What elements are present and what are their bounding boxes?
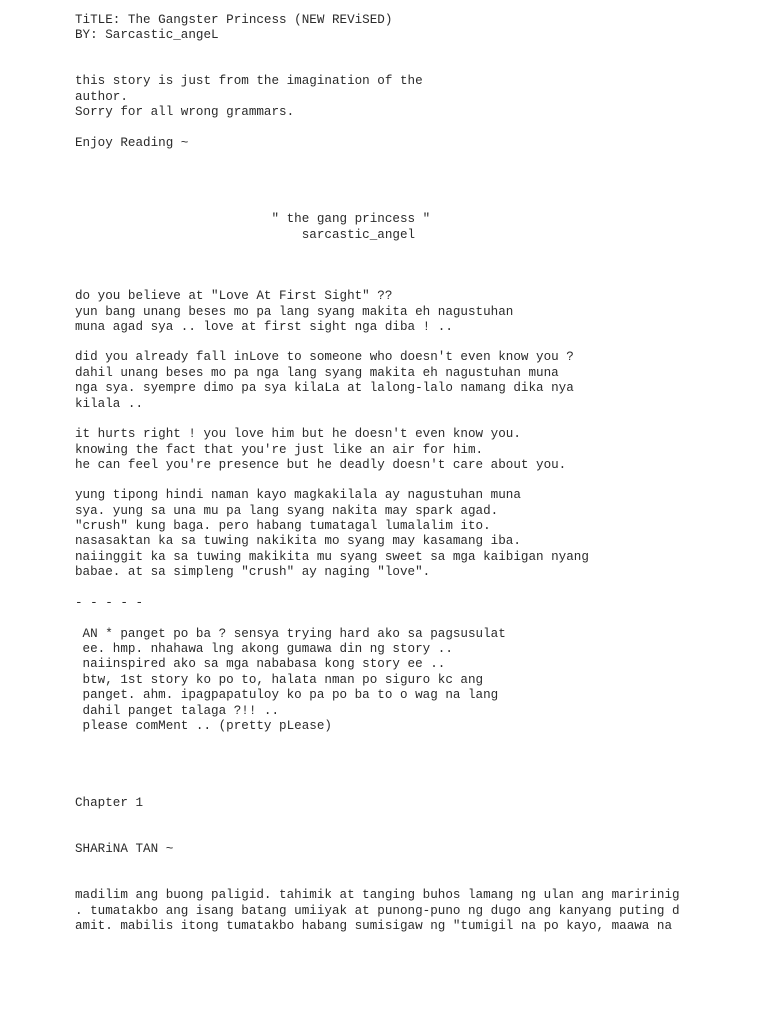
prologue-line: it hurts right ! you love him but he doesn't even know you. xyxy=(75,427,521,441)
author-note-line: AN * panget po ba ? sensya trying hard ako sa pagsusulat xyxy=(75,627,506,641)
chapter-text-line: amit. mabilis itong tumatakbo habang sumisigaw ng "tumigil na po kayo, maawa na xyxy=(75,919,673,933)
prologue-line: do you believe at "Love At First Sight" ?? xyxy=(75,289,393,303)
prologue-line: naiinggit ka sa tuwing makikita mu syang sweet sa mga kaibigan nyang xyxy=(75,550,589,564)
prologue-line: kilala .. xyxy=(75,397,144,411)
author-note-line: btw, 1st story ko po to, halata nman po siguro kc ang xyxy=(75,673,484,687)
prologue-line: did you already fall inLove to someone who doesn't even know you ? xyxy=(75,350,574,364)
story-title: TiTLE: The Gangster Princess (NEW REViSED) xyxy=(75,13,393,27)
centered-story-title: " the gang princess " xyxy=(75,212,431,226)
prologue-line: "crush" kung baga. pero habang tumatagal lumalalim ito. xyxy=(75,519,491,533)
author-note-line: please comMent .. (pretty pLease) xyxy=(75,719,332,733)
pov-heading: SHARiNA TAN ~ xyxy=(75,842,174,856)
disclaimer-line: author. xyxy=(75,90,128,104)
author-note-line: dahil panget talaga ?!! .. xyxy=(75,704,280,718)
prologue-line: nasasaktan ka sa tuwing nakikita mo syang may kasamang iba. xyxy=(75,534,521,548)
chapter-text-line: madilim ang buong paligid. tahimik at tanging buhos lamang ng ulan ang maririnig xyxy=(75,888,680,902)
disclaimer-line: this story is just from the imagination of the xyxy=(75,74,423,88)
disclaimer-line: Sorry for all wrong grammars. xyxy=(75,105,295,119)
prologue-line: yung tipong hindi naman kayo magkakilala ay nagustuhan muna xyxy=(75,488,521,502)
author-note-line: panget. ahm. ipagpapatuloy ko pa po ba to o wag na lang xyxy=(75,688,499,702)
chapter-text-line: . tumatakbo ang isang batang umiiyak at punong-puno ng dugo ang kanyang puting d xyxy=(75,904,680,918)
centered-story-author: sarcastic_angel xyxy=(75,228,416,242)
story-author: BY: Sarcastic_angeL xyxy=(75,28,219,42)
prologue-line: nga sya. syempre dimo pa sya kilaLa at lalong-lalo namang dika nya xyxy=(75,381,574,395)
prologue-line: sya. yung sa una mu pa lang syang nakita may spark agad. xyxy=(75,504,499,518)
author-note-line: naiinspired ako sa mga nababasa kong story ee .. xyxy=(75,657,446,671)
prologue-line: muna agad sya .. love at first sight nga diba ! .. xyxy=(75,320,453,334)
author-note-line: ee. hmp. nhahawa lng akong gumawa din ng story .. xyxy=(75,642,453,656)
prologue-line: dahil unang beses mo pa nga lang syang makita eh nagustuhan muna xyxy=(75,366,559,380)
prologue-line: yun bang unang beses mo pa lang syang makita eh nagustuhan xyxy=(75,305,514,319)
section-separator: - - - - - xyxy=(75,596,144,610)
prologue-line: babae. at sa simpleng "crush" ay naging "love". xyxy=(75,565,431,579)
chapter-heading: Chapter 1 xyxy=(75,796,144,810)
prologue-line: he can feel you're presence but he deadly doesn't care about you. xyxy=(75,458,567,472)
prologue-line: knowing the fact that you're just like an air for him. xyxy=(75,443,484,457)
enjoy-reading: Enjoy Reading ~ xyxy=(75,136,189,150)
